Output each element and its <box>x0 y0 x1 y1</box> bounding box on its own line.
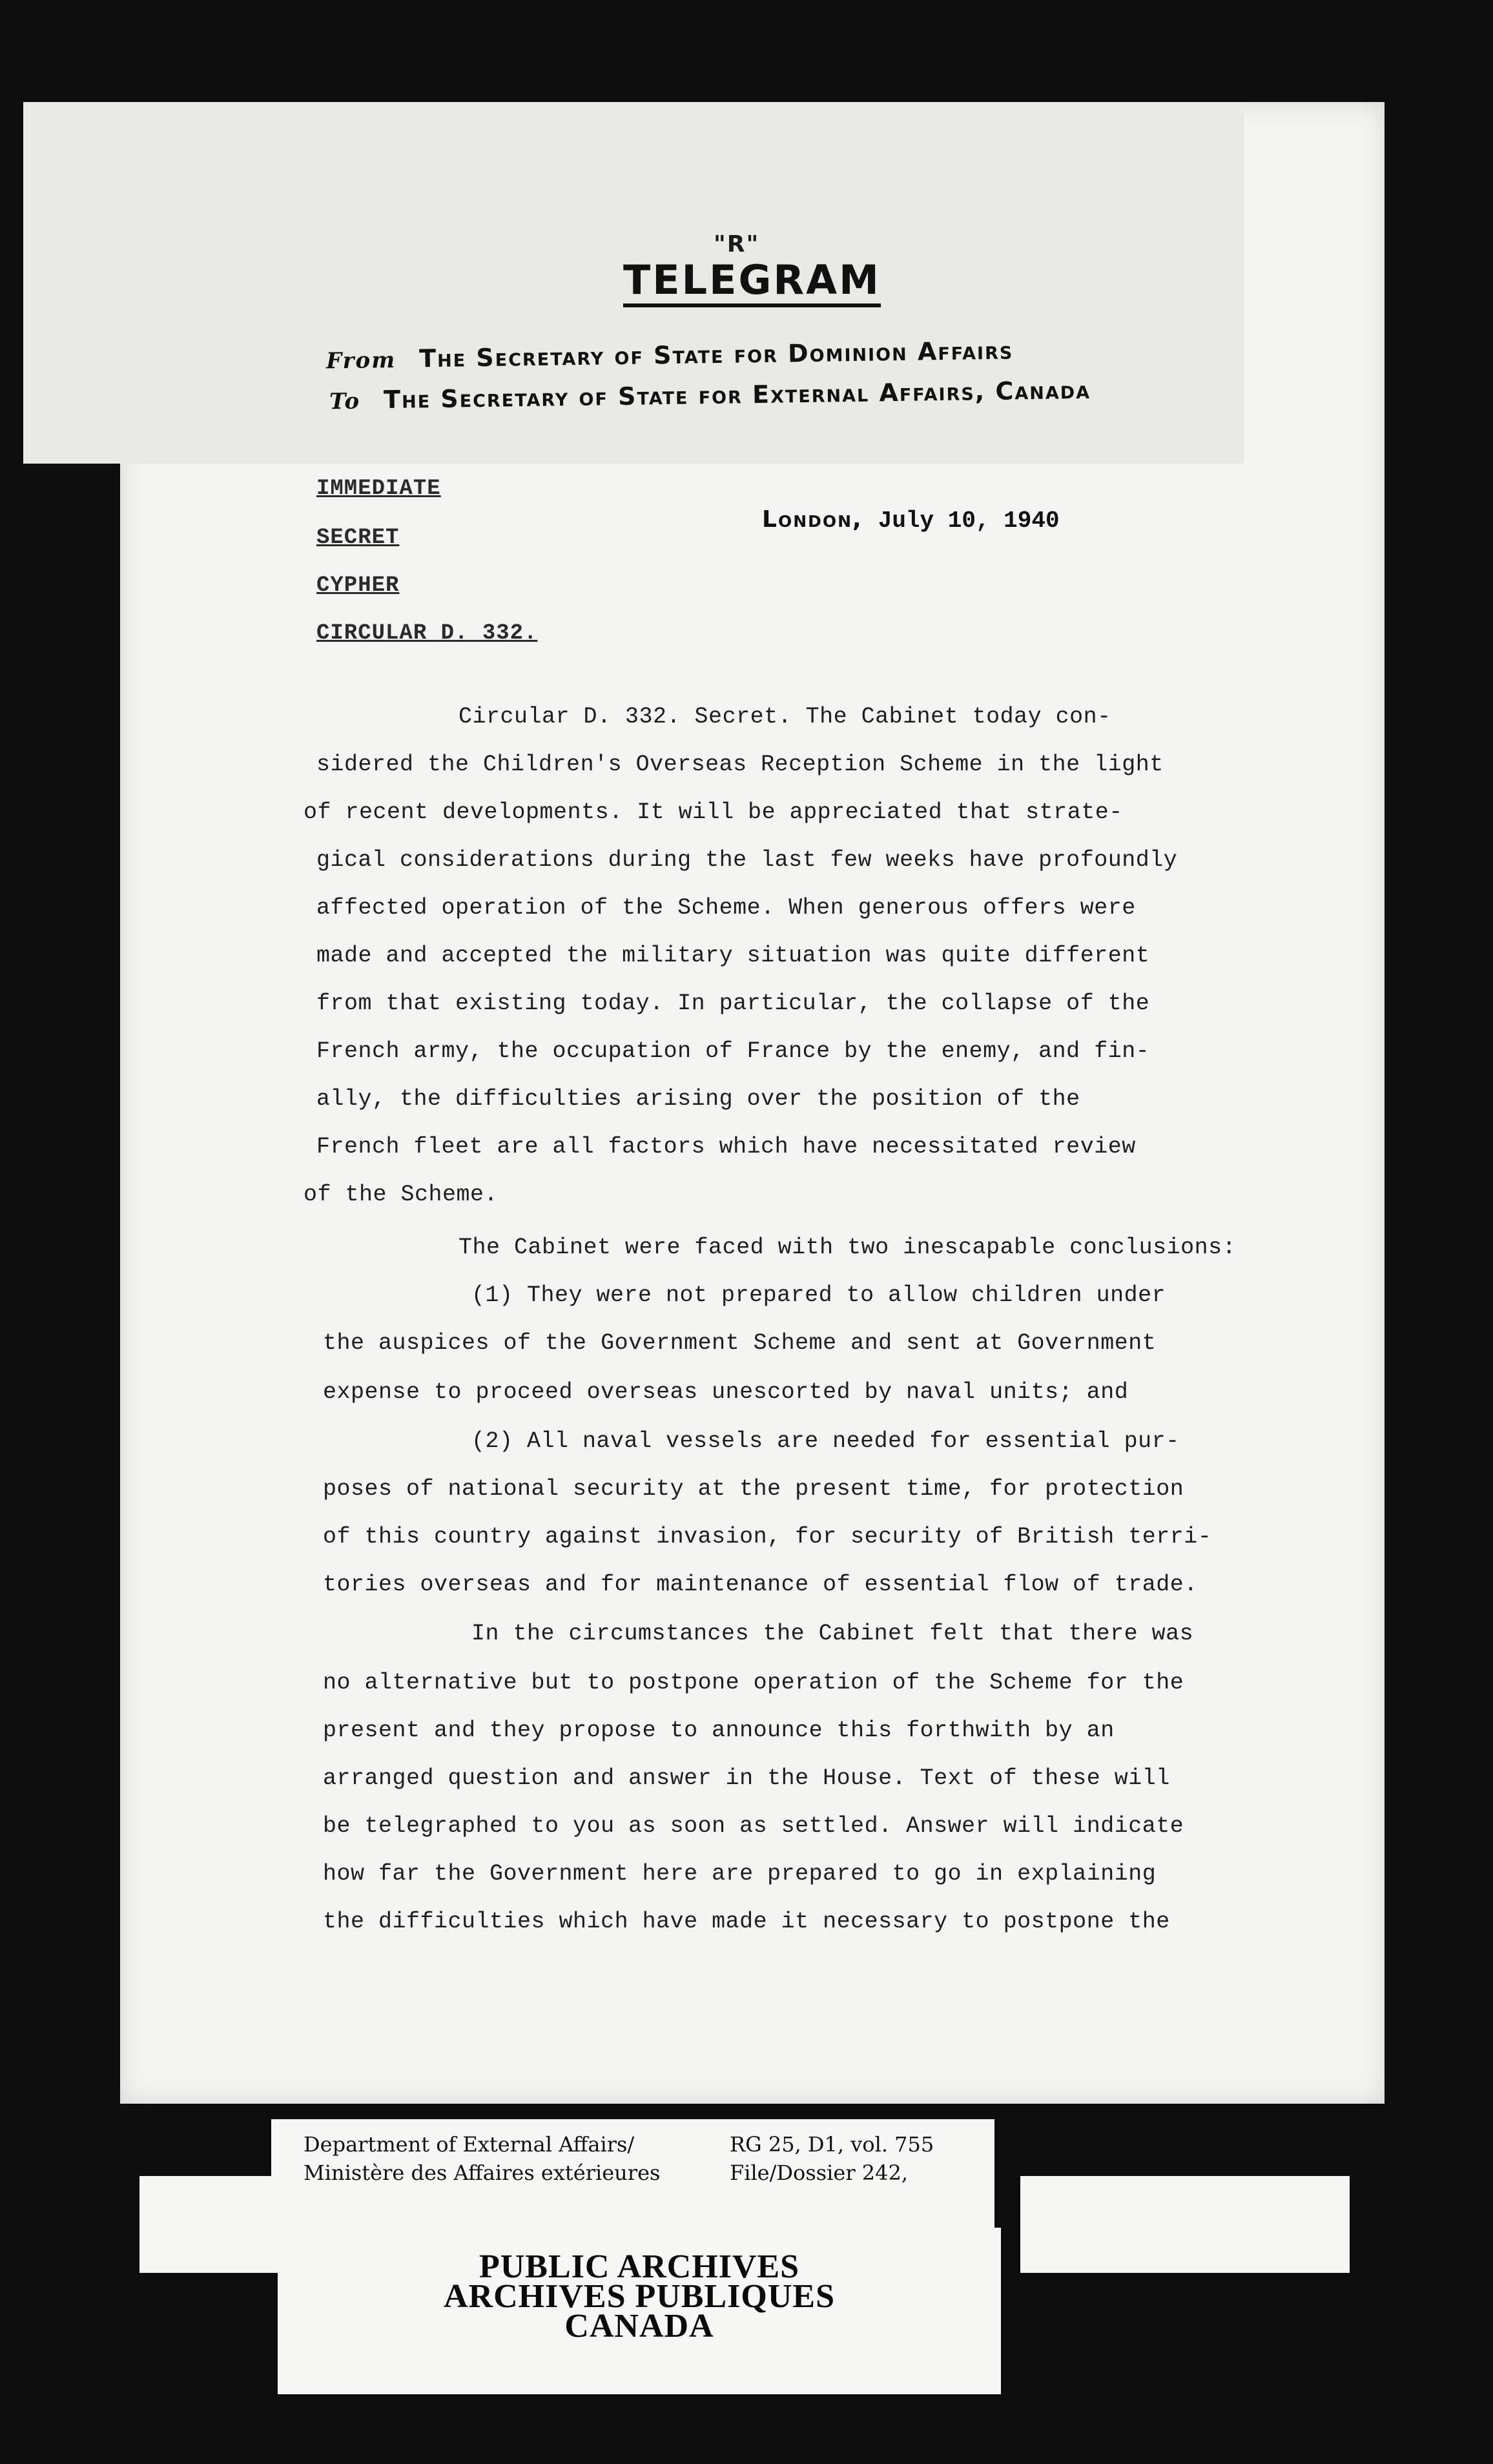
body-line: (2) All naval vessels are needed for essential pur- <box>471 1428 1180 1454</box>
archive-dept-en: Department of External Affairs/ <box>304 2132 635 2157</box>
body-line: sidered the Children's Overseas Reception Scheme in the light <box>316 752 1164 777</box>
from-label: From <box>325 347 396 375</box>
body-line: the difficulties which have made it necessary to postpone the <box>323 1909 1170 1935</box>
body-line: gical considerations during the last few weeks have profoundly <box>316 847 1178 873</box>
body-line: no alternative but to postpone operation of the Scheme for the <box>323 1670 1184 1696</box>
body-line: made and accepted the military situation was quite different <box>316 943 1150 969</box>
marking-secret: SECRET <box>316 526 400 550</box>
body-line: the auspices of the Government Scheme and sent at Government <box>323 1330 1157 1356</box>
body-line: (1) They were not prepared to allow children under <box>471 1282 1166 1308</box>
stamp-line-3: CANADA <box>564 2308 714 2345</box>
place-date <box>762 506 1060 534</box>
body-line: how far the Government here are prepared to go in explaining <box>323 1861 1157 1887</box>
archive-ref-file: File/Dossier 242, <box>730 2161 909 2185</box>
body-line: affected operation of the Scheme. When generous offers were <box>316 895 1136 921</box>
body-line: French army, the occupation of France by the enemy, and fin- <box>316 1038 1150 1064</box>
body-line: expense to proceed overseas unescorted by naval units; and <box>323 1379 1129 1405</box>
from-value: The Secretary of State for Dominion Affairs <box>418 336 1014 373</box>
place: London, <box>762 506 863 533</box>
body-line: The Cabinet were faced with two inescapable conclusions: <box>458 1235 1237 1260</box>
marking-cypher: CYPHER <box>316 573 400 598</box>
body-line: arranged question and answer in the House. Text of these will <box>323 1765 1170 1791</box>
label-tab-left <box>139 2176 280 2273</box>
body-line: French fleet are all factors which have necessitated review <box>316 1134 1136 1160</box>
body-line: from that existing today. In particular, the collapse of the <box>316 991 1150 1016</box>
body-line: be telegraphed to you as soon as settled. Answer will indicate <box>323 1813 1184 1839</box>
r-mark: "R" <box>714 231 760 258</box>
body-line: ally, the difficulties arising over the position of the <box>316 1086 1080 1112</box>
label-tab-right <box>1020 2176 1350 2273</box>
body-line: of recent developments. It will be appreciated that strate- <box>304 799 1123 825</box>
body-line: Circular D. 332. Secret. The Cabinet today con- <box>458 704 1111 730</box>
stamp-line-1: PUBLIC ARCHIVES <box>479 2248 800 2285</box>
archive-ref-rg: RG 25, D1, vol. 755 <box>730 2132 934 2157</box>
marking-immediate: IMMEDIATE <box>316 477 441 501</box>
body-line: In the circumstances the Cabinet felt that there was <box>471 1621 1194 1647</box>
body-line: of the Scheme. <box>304 1182 499 1207</box>
stamp-line-2: ARCHIVES PUBLIQUES <box>443 2278 836 2315</box>
body-line: of this country against invasion, for security of British terri- <box>323 1524 1212 1550</box>
body-line: tories overseas and for maintenance of essential flow of trade. <box>323 1572 1198 1597</box>
archive-dept-fr: Ministère des Affaires extérieures <box>304 2161 661 2185</box>
body-line: present and they propose to announce this forthwith by an <box>323 1718 1115 1743</box>
page-title: TELEGRAM <box>623 258 881 307</box>
marking-circular: CIRCULAR D. 332. <box>316 621 538 646</box>
to-value: The Secretary of State for External Affairs, Canada <box>383 375 1091 415</box>
body-line: poses of national security at the present time, for protection <box>323 1476 1184 1502</box>
date: July 10, 1940 <box>878 508 1060 534</box>
to-label: To <box>329 388 361 415</box>
